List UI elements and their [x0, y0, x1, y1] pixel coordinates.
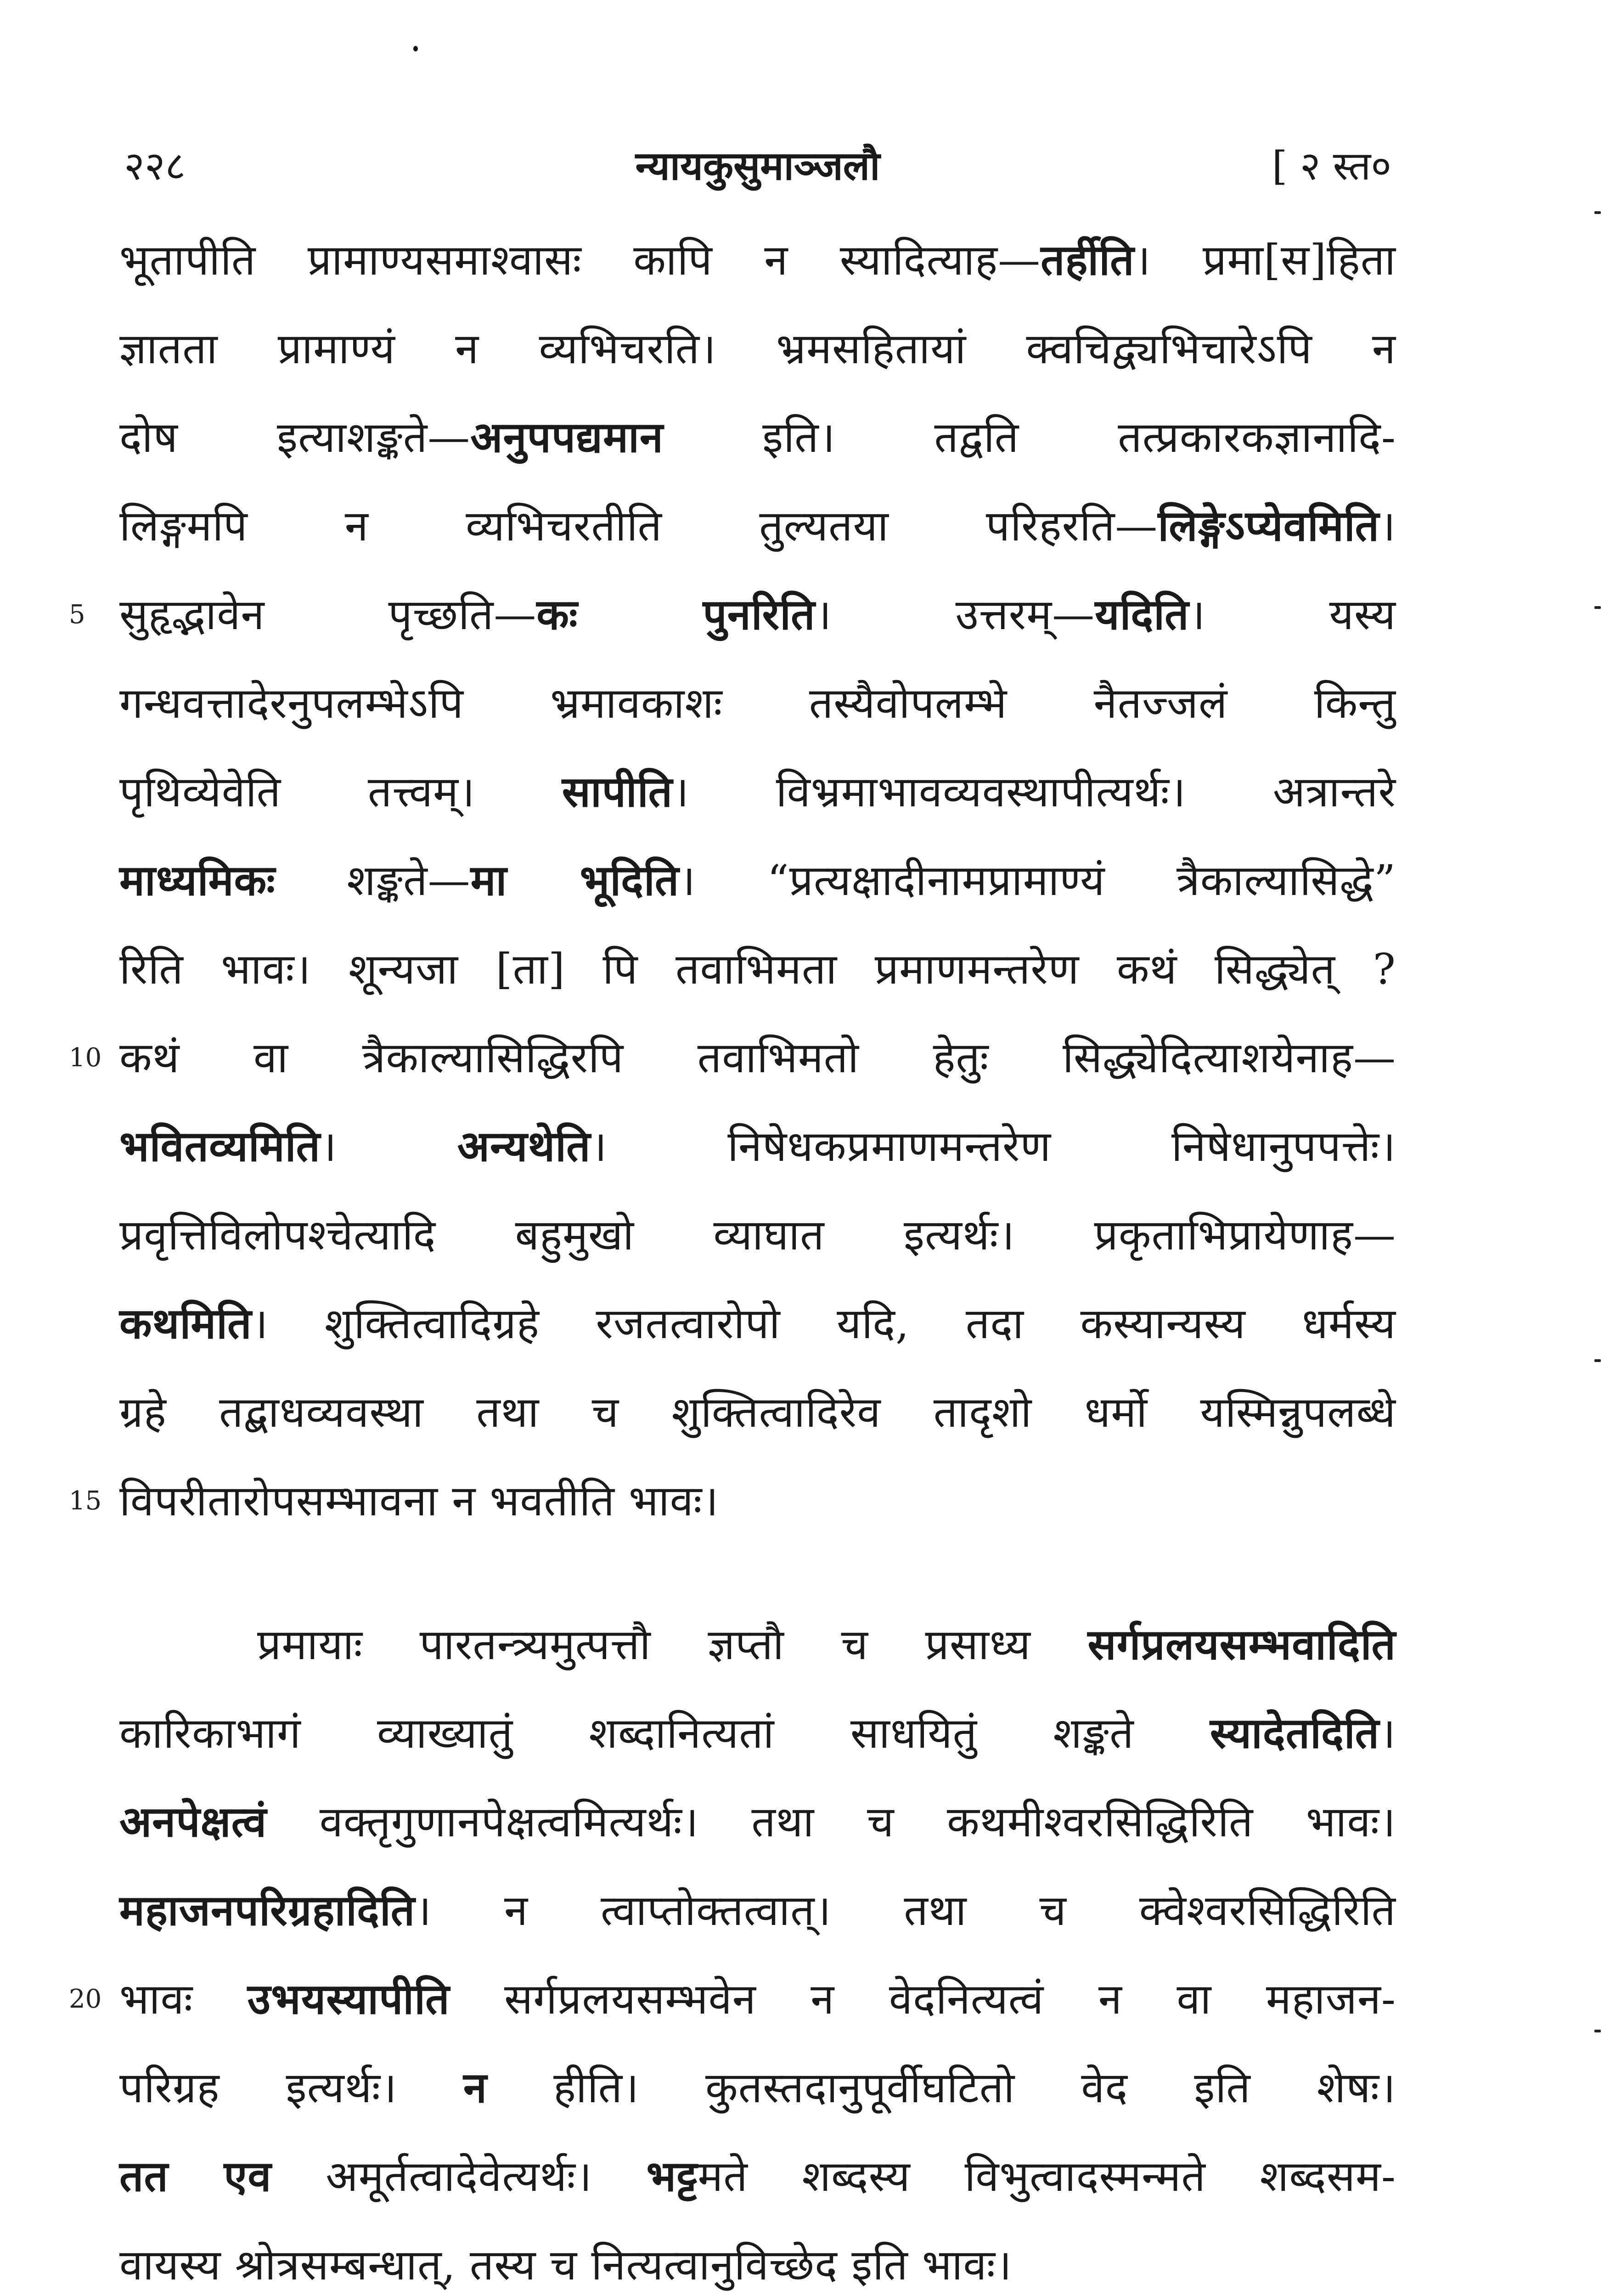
edge-mark: [1594, 606, 1601, 609]
text-segment: । विभ्रमाभावव्यवस्थापीत्यर्थः। अत्रान्तरे: [673, 767, 1396, 816]
text-segment: कथं वा त्रैकाल्यासिद्धिरपि तवाभिमतो हेतुः सिद्ध्येदित्याशयेनाह—: [119, 1033, 1396, 1082]
text-segment: । उत्तरम्—: [815, 590, 1095, 639]
text-line: [119, 1778, 1396, 1866]
bold-lemma: अनपेक्षत्वं: [119, 1797, 267, 1846]
text-segment: । प्रमा[स]हिता: [1134, 236, 1396, 285]
bold-lemma: उभयस्यापीति: [247, 1974, 450, 2024]
text-segment: दोष इत्याशङ्कते—: [119, 413, 471, 462]
text-line: [119, 748, 1396, 836]
bold-lemma: स्यादेतदिति: [1210, 1708, 1380, 1758]
text-line: [119, 1191, 1396, 1279]
text-segment: हीति। कुतस्तदानुपूर्वीघटितो वेद इति शेषः।: [487, 2063, 1396, 2112]
line-number: 5: [69, 600, 85, 630]
text-line: [119, 482, 1396, 570]
text-segment: । निषेधकप्रमाणमन्तरेण निषेधानुपपत्तेः।: [591, 1122, 1396, 1171]
text-line: [69, 1013, 1396, 1102]
text-line: [119, 1368, 1396, 1457]
bold-lemma: सर्गप्रलयसम्भवादिति: [1087, 1620, 1396, 1669]
bold-lemma: भवितव्यमिति: [119, 1121, 321, 1171]
text-line: [69, 570, 1396, 659]
text-segment: भावः: [119, 1975, 248, 2024]
text-line: [119, 1102, 1396, 1191]
book-title: न्यायकुसुमाञ्जलौ: [635, 143, 880, 189]
text-segment: । शुक्तित्वादिग्रहे रजतत्वारोपो यदि, तदा कस्यान्यस्य धर्मस्य: [252, 1299, 1396, 1348]
bold-lemma: तत एव: [119, 2151, 272, 2201]
text-segment: वक्तृगुणानपेक्षत्वमित्यर्थः। तथा च कथमीश्वरसिद्धिरिति भावः।: [267, 1797, 1396, 1846]
section-marker: [ २ स्त०: [1272, 143, 1391, 189]
line-number: 20: [69, 1984, 102, 2014]
text-segment: प्रमायाः पारतन्त्र्यमुत्पत्तौ ज्ञप्तौ च प्रसाध्य: [257, 1620, 1088, 1669]
text-segment: भूतापीति प्रामाण्यसमाश्वासः कापि न स्यादित्याह—: [119, 236, 1041, 285]
text-line: [119, 1689, 1396, 1778]
bold-lemma: भट्ट: [646, 2151, 698, 2201]
text-segment: विपरीतारोपसम्भावना न भवतीति भावः।: [119, 1476, 719, 1525]
edge-mark: [1594, 1359, 1601, 1362]
text-segment: सर्गप्रलयसम्भवेन न वेदनित्यत्वं न वा महाजन-: [450, 1975, 1396, 2024]
bold-lemma: न: [463, 2063, 488, 2112]
text-line: [69, 1955, 1396, 2043]
text-segment: इति। तद्वति तत्प्रकारकज्ञानादि-: [664, 413, 1396, 462]
edge-mark: [1594, 211, 1601, 214]
text-segment: कारिकाभागं व्याख्यातुं शब्दानित्यतां साधयितुं शङ्कते: [119, 1709, 1210, 1758]
text-segment: लिङ्गमपि न व्यभिचरतीति तुल्यतया परिहरति—: [119, 501, 1158, 551]
text-segment: ।: [321, 1122, 457, 1171]
text-line: [119, 1866, 1396, 1955]
text-segment: । “प्रत्यक्षादीनामप्रामाण्यं त्रैकाल्यासिद्धे”: [679, 856, 1396, 905]
bold-lemma: मा भूदिति: [470, 855, 680, 905]
text-line: [119, 2132, 1396, 2221]
text-segment: मते शब्दस्य विभुत्वादस्मन्मते शब्दसम-: [698, 2152, 1396, 2201]
text-line: [119, 304, 1396, 393]
ink-speck: [413, 46, 418, 51]
text-line: [119, 393, 1396, 482]
edge-mark: [1594, 2030, 1601, 2032]
text-line: [119, 2221, 1396, 2296]
commentary-text: [69, 216, 1396, 2296]
bold-lemma: अनुपपद्यमान: [470, 412, 664, 462]
text-segment: रिति भावः। शून्यजा [ता] पि तवाभिमता प्रमाणमन्तरेण कथं सिद्ध्येत् ?: [119, 945, 1396, 994]
bold-lemma: लिङ्गेऽप्येवमिति: [1158, 501, 1380, 551]
text-line: [119, 659, 1396, 748]
bold-lemma: कथमिति: [119, 1299, 252, 1348]
bold-lemma: तर्हीति: [1041, 235, 1135, 285]
text-segment: सुहृद्भावेन पृच्छति—: [119, 590, 537, 639]
bold-lemma: कः पुनरिति: [536, 590, 816, 639]
text-segment: गन्धवत्तादेरनुपलम्भेऽपि भ्रमावकाशः तस्यैवोपलम्भे नैतज्जलं किन्तु: [119, 679, 1396, 728]
text-segment: ग्रहे तद्बाधव्यवस्था तथा च शुक्तित्वादिरेव तादृशो धर्मो यस्मिन्नुपलब्धे: [119, 1388, 1396, 1437]
line-number: 10: [69, 1043, 102, 1073]
text-segment: परिग्रह इत्यर्थः।: [119, 2063, 464, 2112]
text-line: [69, 1457, 1396, 1545]
text-line: [119, 2043, 1396, 2132]
text-segment: प्रवृत्तिविलोपश्चेत्यादि बहुमुखो व्याघात इत्यर्थः। प्रकृताभिप्रायेणाह—: [119, 1210, 1396, 1260]
text-segment: पृथिव्येवेति तत्त्वम्।: [119, 767, 562, 816]
text-segment: वायस्य श्रोत्रसम्बन्धात्, तस्य च नित्यत्वानुविच्छेद इति भावः।: [119, 2240, 1012, 2290]
text-line: [119, 1279, 1396, 1368]
text-line: [119, 1600, 1396, 1689]
text-line: [119, 836, 1396, 925]
bold-lemma: सापीति: [562, 767, 673, 816]
text-segment: । न त्वाप्तोक्तत्वात्। तथा च क्वेश्वरसिद्धिरिति: [415, 1886, 1396, 1935]
bold-lemma: महाजनपरिग्रहादिति: [119, 1885, 416, 1935]
bold-lemma: अन्यथेति: [457, 1121, 591, 1171]
text-segment: अमूर्तत्वादेवेत्यर्थः।: [271, 2152, 647, 2201]
text-segment: ।: [1379, 501, 1396, 551]
bold-lemma: माध्यमिकः: [119, 855, 276, 905]
text-line: [119, 925, 1396, 1013]
page-header: [124, 138, 1391, 197]
text-segment: ज्ञातता प्रामाण्यं न व्यभिचरति। भ्रमसहितायां क्वचिद्व्यभिचारेऽपि न: [119, 324, 1396, 373]
text-line: [119, 216, 1396, 304]
text-segment: ।: [1379, 1709, 1396, 1758]
bold-lemma: यदिति: [1095, 590, 1189, 639]
text-segment: । यस्य: [1189, 590, 1396, 639]
text-segment: शङ्कते—: [275, 856, 471, 905]
line-number: 15: [69, 1486, 102, 1516]
page-number: २२८: [124, 143, 186, 189]
